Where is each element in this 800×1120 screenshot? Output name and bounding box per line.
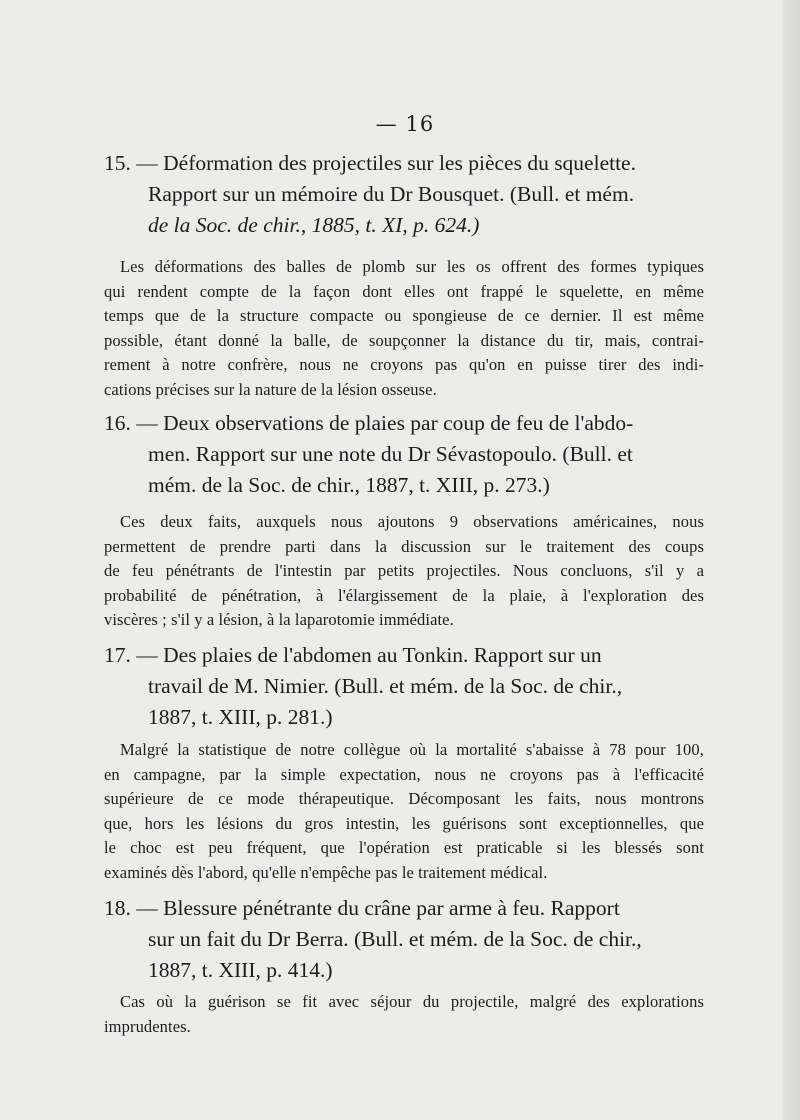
body-line: imprudentes. xyxy=(104,1016,191,1036)
entry-17-heading-line-2: travail de M. Nimier. (Bull. et mém. de la Soc. de chir., xyxy=(148,674,623,698)
entry-number: 18. xyxy=(104,896,131,920)
entry-18-heading-line-1 xyxy=(104,893,706,924)
entry-18-heading xyxy=(104,893,706,986)
entry-16-heading-line-2: men. Rapport sur une note du Dr Sévastopoulo. (Bull. et xyxy=(148,442,633,466)
entry-18-heading-line-2: sur un fait du Dr Berra. (Bull. et mém. de la Soc. de chir., xyxy=(148,927,642,951)
heading-text: — Déformation des projectiles sur les pièces du squelette. xyxy=(136,151,636,175)
entry-15-heading-line-3: de la Soc. de chir., 1885, t. XI, p. 624.) xyxy=(148,213,480,237)
body-line: en campagne, par la simple expectation, nous ne croyons pas à l'efficacité xyxy=(104,764,704,784)
heading-text: — Blessure pénétrante du crâne par arme à feu. Rapport xyxy=(136,896,620,920)
body-line: rement à notre confrère, nous ne croyons pas qu'on en puisse tirer des indi- xyxy=(104,355,704,374)
entry-number: 16. xyxy=(104,411,131,435)
entry-16-heading-line-1 xyxy=(104,408,706,439)
body-line: possible, étant donné la balle, de soupçonner la distance du tir, mais, contrai- xyxy=(104,330,704,350)
entry-15-heading-line-2: Rapport sur un mémoire du Dr Bousquet. (Bull. et mém. xyxy=(148,182,635,206)
page-edge-shadow xyxy=(782,0,800,1120)
body-line: Cas où la guérison se fit avec séjour du projectile, malgré des explorations xyxy=(120,992,704,1011)
entry-16-heading-line-3: mém. de la Soc. de chir., 1887, t. XIII, p. 273.) xyxy=(148,473,550,497)
body-line: que, hors les lésions du gros intestin, les guérisons sont exceptionnelles, que xyxy=(104,813,704,833)
body-line: le choc est peu fréquent, que l'opération est praticable si les blessés sont xyxy=(104,838,704,857)
body-line: temps que de la structure compacte ou spongieuse de ce dernier. Il est même xyxy=(104,306,704,325)
entry-15-heading xyxy=(104,148,706,241)
entry-number: 15. xyxy=(104,151,131,175)
entry-17-heading xyxy=(104,640,706,733)
entry-16-heading xyxy=(104,408,706,501)
body-line: probabilité de pénétration, à l'élargissement de la plaie, à l'exploration des xyxy=(104,585,704,605)
body-line: permettent de prendre parti dans la discussion sur le traitement des coups xyxy=(104,536,704,556)
body-line: examinés dès l'abord, qu'elle n'empêche pas le traitement médical. xyxy=(104,862,548,882)
heading-text: — Des plaies de l'abdomen au Tonkin. Rapport sur un xyxy=(136,643,602,667)
entry-17-heading-line-3: 1887, t. XIII, p. 281.) xyxy=(148,705,333,729)
body-line: cations précises sur la nature de la lésion osseuse. xyxy=(104,379,437,399)
page-number: — 16 xyxy=(375,112,435,136)
body-line: qui rendent compte de la façon dont elles ont frappé le squelette, en même xyxy=(104,281,704,301)
body-line: de feu pénétrants de l'intestin par petits projectiles. Nous concluons, s'il y a xyxy=(104,561,704,580)
entry-15-body xyxy=(104,255,704,402)
body-line: viscères ; s'il y a lésion, à la laparotomie immédiate. xyxy=(104,610,454,629)
entry-number: 17. xyxy=(104,643,131,667)
entry-15-heading-line-1 xyxy=(104,148,706,179)
body-line: Les déformations des balles de plomb sur les os offrent des formes typiques xyxy=(120,257,704,276)
heading-text: — Deux observations de plaies par coup de feu de l'abdo- xyxy=(136,411,634,435)
body-line: Ces deux faits, auxquels nous ajoutons 9 observations américaines, nous xyxy=(120,512,704,531)
entry-18-body xyxy=(104,990,704,1039)
entry-18-heading-line-3: 1887, t. XIII, p. 414.) xyxy=(148,958,333,982)
body-line: Malgré la statistique de notre collègue où la mortalité s'abaisse à 78 pour 100, xyxy=(120,740,704,759)
entry-17-body xyxy=(104,738,704,885)
body-line: supérieure de ce mode thérapeutique. Décomposant les faits, nous montrons xyxy=(104,789,704,808)
entry-17-heading-line-1 xyxy=(104,640,706,671)
entry-16-body xyxy=(104,510,704,633)
